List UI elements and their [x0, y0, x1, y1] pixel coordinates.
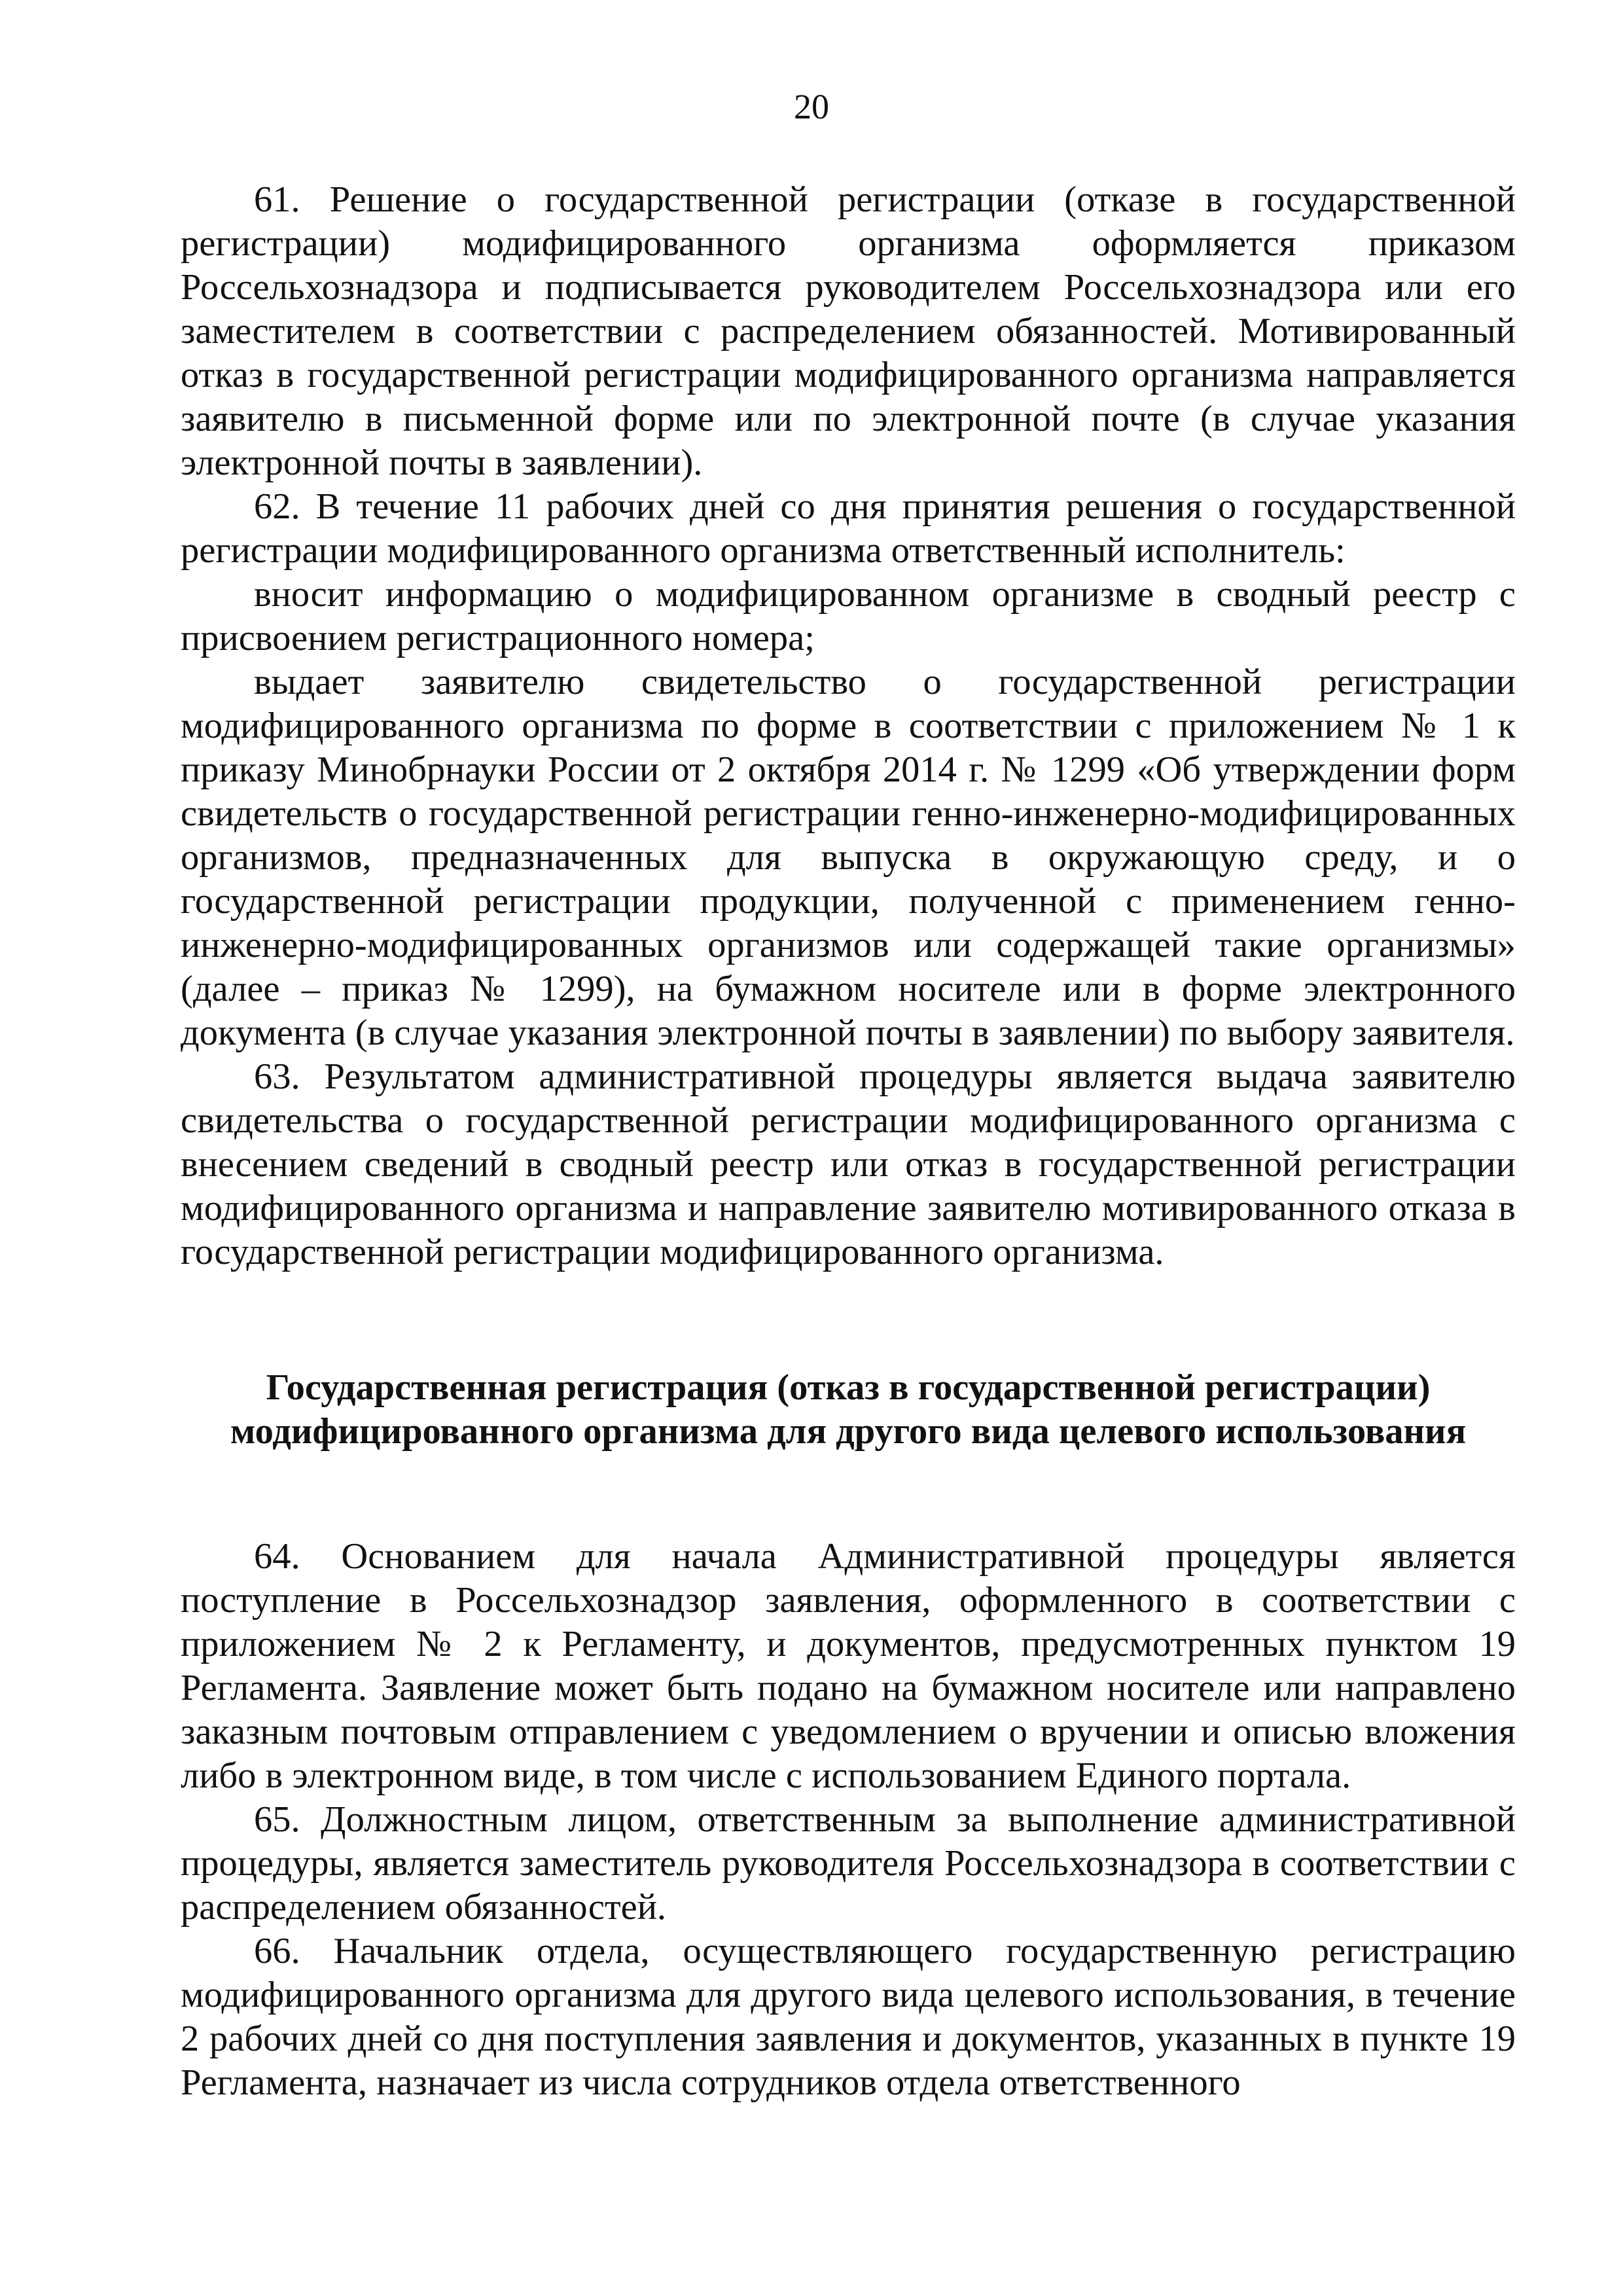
paragraph-62: 62. В течение 11 рабочих дней со дня принятия решения о государственной регистрации модифицированного организма ответственный исполнитель:: [181, 486, 1516, 571]
document-body: [181, 178, 1516, 2105]
paragraph-62-item-registry: вносит информацию о модифицированном организме в сводный реестр с присвоением регистрационного номера;: [181, 574, 1516, 658]
section-heading: Государственная регистрация (отказ в государственной регистрации) модифицированного организма для другого вида целевого использования: [230, 1367, 1467, 1452]
paragraph-64: 64. Основанием для начала Административной процедуры является поступление в Россельхознадзор заявления, оформленного в соответствии с приложением № 2 к Регламенту, и документов, предусмотренных пунктом 19 Регламента. Заявление может быть подано на бумажном носителе или направлено заказным почтовым отправлением с уведомлением о вручении и описью вложения либо в электронном виде, в том числе с использованием Единого портала.: [181, 1536, 1516, 1796]
paragraph-62-item-certificate: выдает заявителю свидетельство о государственной регистрации модифицированного организма по форме в соответствии с приложением № 1 к приказу Минобрнауки России от 2 октября 2014 г. № 1299 «Об утверждении форм свидетельств о государственной регистрации генно-инженерно-модифицированных организмов, предназначенных для выпуска в окружающую среду, и о государственной регистрации продукции, полученной с применением генно-инженерно-модифицированных организмов или содержащей такие организмы» (далее – приказ № 1299), на бумажном носителе или в форме электронного документа (в случае указания электронной почты в заявлении) по выбору заявителя.: [181, 662, 1516, 1053]
paragraph-65: 65. Должностным лицом, ответственным за выполнение административной процедуры, является заместитель руководителя Россельхознадзора в соответствии с распределением обязанностей.: [181, 1799, 1516, 1928]
paragraph-61: 61. Решение о государственной регистрации (отказе в государственной регистрации) модифицированного организма оформляется приказом Россельхознадзора и подписывается руководителем Россельхознадзора или его заместителем в соответствии с распределением обязанностей. Мотивированный отказ в государственной регистрации модифицированного организма направляется заявителю в письменной форме или по электронной почте (в случае указания электронной почты в заявлении).: [181, 179, 1516, 483]
page-number: 20: [794, 87, 829, 126]
paragraph-66: 66. Начальник отдела, осуществляющего государственную регистрацию модифицированного организма для другого вида целевого использования, в течение 2 рабочих дней со дня поступления заявления и документов, указанных в пункте 19 Регламента, назначает из числа сотрудников отдела ответственного: [181, 1931, 1516, 2103]
paragraph-63: 63. Результатом административной процедуры является выдача заявителю свидетельства о государственной регистрации модифицированного организма с внесением сведений в сводный реестр или отказ в государственной регистрации модифицированного организма и направление заявителю мотивированного отказа в государственной регистрации модифицированного организма.: [181, 1056, 1516, 1272]
